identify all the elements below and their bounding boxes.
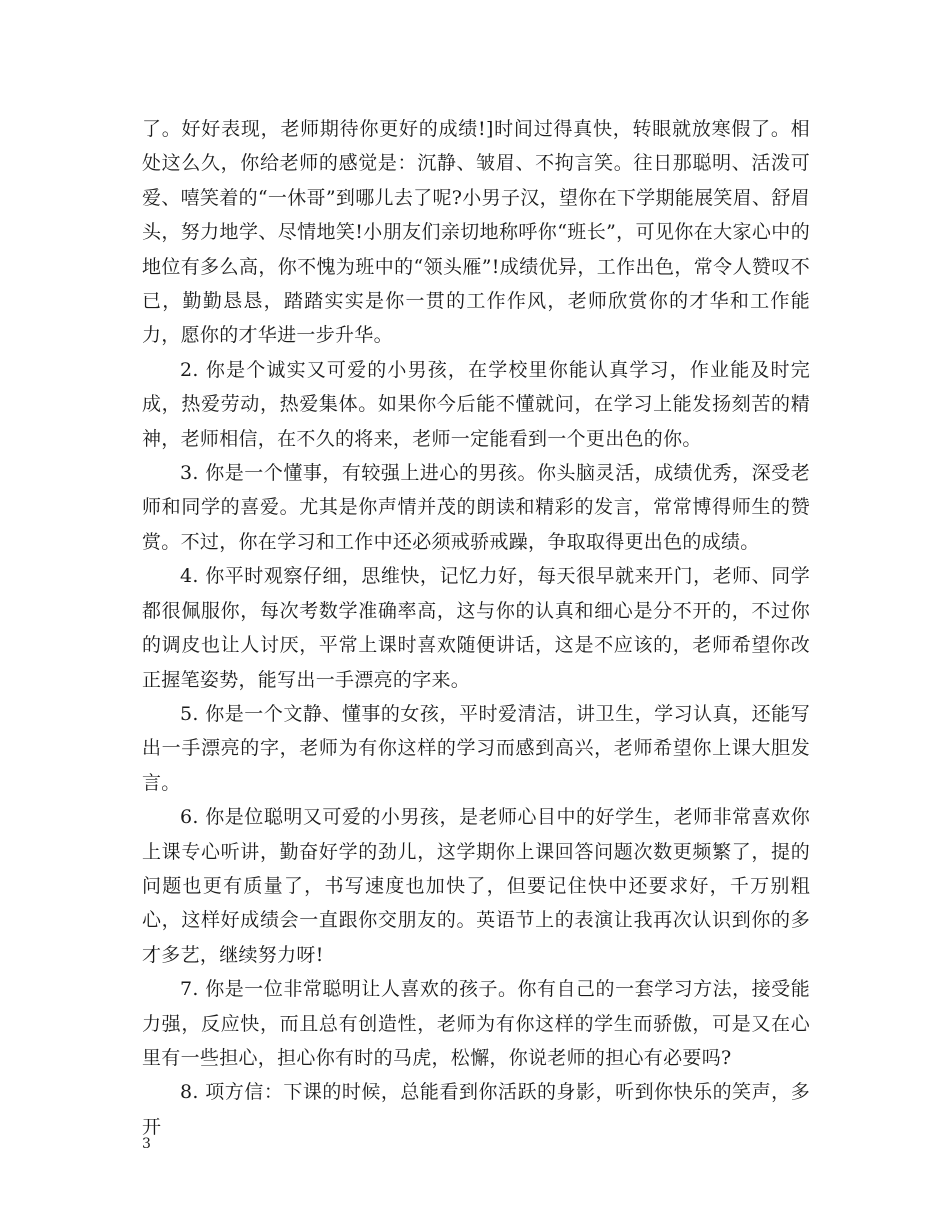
document-body [142, 112, 810, 1144]
paragraph-5: 5. 你是一个文静、懂事的女孩，平时爱清洁，讲卫生，学习认真，还能写出一手漂亮的字，老师为有你这样的学习而感到高兴，老师希望你上课大胆发言。 [142, 702, 810, 794]
page-number: 3 [142, 1136, 151, 1152]
paragraph-8: 8. 项方信：下课的时候，总能看到你活跃的身影，听到你快乐的笑声，多开 [142, 1081, 810, 1138]
paragraph-7: 7. 你是一位非常聪明让人喜欢的孩子。你有自己的一套学习方法，接受能力强，反应快，而且总有创造性，老师为有你这样的学生而骄傲，可是又在心里有一些担心，担心你有时的马虎，松懈，你说老师的担心有必要吗? [142, 978, 810, 1069]
paragraph-4: 4. 你平时观察仔细，思维快，记忆力好，每天很早就来开门，老师、同学都很佩服你，每次考数学准确率高，这与你的认真和细心是分不开的，不过你的调皮也让人讨厌，平常上课时喜欢随便讲话，这是不应该的，老师希望你改正握笔姿势，能写出一手漂亮的字来。 [142, 565, 810, 691]
paragraph-6: 6. 你是位聪明又可爱的小男孩，是老师心目中的好学生，老师非常喜欢你上课专心听讲，勤奋好学的劲儿，这学期你上课回答问题次数更频繁了，提的问题也更有质量了，书写速度也加快了，但要记住快中还要求好，千万别粗心，这样好成绩会一直跟你交朋友的。英语节上的表演让我再次认识到你的多才多艺，继续努力呀! [142, 806, 810, 966]
paragraph-2: 2. 你是个诚实又可爱的小男孩，在学校里你能认真学习，作业能及时完成，热爱劳动，热爱集体。如果你今后能不懂就问，在学习上能发扬刻苦的精神，老师相信，在不久的将来，老师一定能看到一个更出色的你。 [142, 358, 810, 450]
paragraph-3: 3. 你是一个懂事，有较强上进心的男孩。你头脑灵活，成绩优秀，深受老师和同学的喜爱。尤其是你声情并茂的朗读和精彩的发言，常常博得师生的赞赏。不过，你在学习和工作中还必须戒骄戒躁，争取取得更出色的成绩。 [142, 462, 810, 553]
paragraph-1: 了。好好表现，老师期待你更好的成绩!]时间过得真快，转眼就放寒假了。相处这么久，你给老师的感觉是：沉静、皱眉、不拘言笑。往日那聪明、活泼可爱、嘻笑着的“一休哥”到哪儿去了呢?小男子汉，望你在下学期能展笑眉、舒眉头，努力地学、尽情地笑!小朋友们亲切地称呼你“班长”，可见你在大家心中的地位有多么高，你不愧为班中的“领头雁”!成绩优异，工作出色，常令人赞叹不已，勤勤恳恳，踏踏实实是你一贯的工作作风，老师欣赏你的才华和工作能力，愿你的才华进一步升华。 [142, 118, 810, 347]
